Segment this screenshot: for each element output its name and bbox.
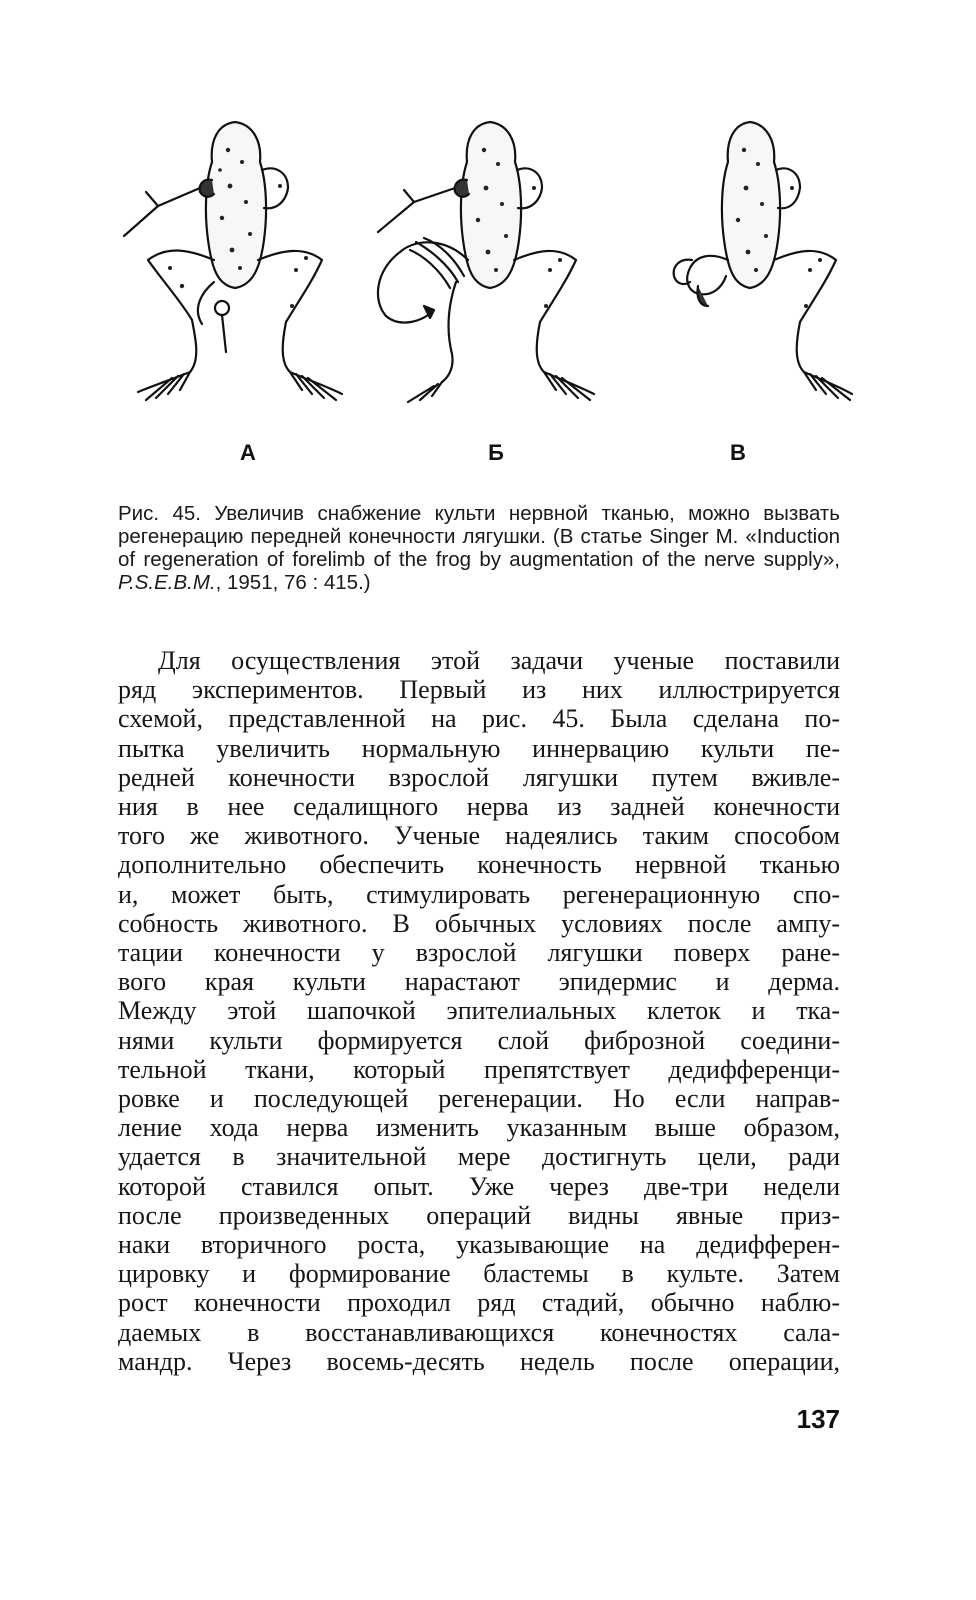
frog-illustration-c [640,110,860,430]
text-line: дополнительно обеспечить конечность нервной тканью [118,850,840,880]
text-line: Для осуществления этой задачи ученые поставили [158,646,840,675]
text-line: ряд экспериментов. Первый из них иллюстрируется [118,675,840,705]
text-line: удается в значительной мере достигнуть цели, ради [118,1142,840,1172]
text-line: рост конечности проходил ряд стадий, обычно наблю- [118,1288,840,1318]
text-line: схемой, представленной на рис. 45. Была сделана по- [118,704,840,734]
text-line: редней конечности взрослой лягушки путем вживле- [118,762,840,792]
text-line: после произведенных операций видны явные приз- [118,1200,840,1230]
panel-label-c: В [730,440,746,465]
text-line: цировку и формирование бластемы в культе. Затем [118,1259,840,1289]
text-line: Между этой шапочкой эпителиальных клеток и тка- [118,996,840,1026]
body-paragraph [118,646,840,1376]
text-line: и, может быть, стимулировать регенерационную спо- [118,879,840,909]
figure-45 [110,110,860,430]
text-line: ление хода нерва изменить указанным выше образом, [118,1113,840,1143]
panel-label-b: Б [488,440,504,465]
text-line: пытка увеличить нормальную иннервацию культи пе- [118,733,840,763]
text-line: тации конечности у взрослой лягушки поверх ране- [118,938,840,968]
text-line: тельной ткани, который препятствует дедифференци- [118,1054,840,1084]
text-line: собность животного. В обычных условиях после ампу- [118,908,840,938]
caption-citation-tail: , 1951, 76 : 415.) [215,571,371,594]
text-line: вого края культи нарастают эпидермис и дерма. [118,967,840,997]
text-line: мандр. Через восемь-десять недель после операции, [118,1346,840,1376]
page-number: 137 [796,1404,840,1434]
text-line: того же животного. Ученые надеялись таким способом [118,821,840,851]
frog-illustration-b [350,110,610,430]
figure-caption [118,502,840,594]
text-line: наки вторичного роста, указывающие на дедифферен- [118,1230,840,1260]
panel-label-a: А [240,440,256,465]
text-line: ния в нее седалищного нерва из задней конечности [118,792,840,822]
text-line: нями культи формируется слой фиброзной соедини- [118,1025,840,1055]
text-line: которой ставился опыт. Уже через две-три недели [118,1171,840,1201]
text-line: ровке и последующей регенерации. Но если направ- [118,1084,840,1114]
caption-text: Рис. 45. Увеличив снабжение культи нервной тканью, можно вызвать регенерацию передней конечности лягушки. (В статье Singer M. «Induction of regeneration of forelimb of the frog by augmentation of the nerve supply», [118,502,840,571]
frog-illustration-a [110,110,360,430]
text-line: даемых в восстанавливающихся конечностях сала- [118,1317,840,1347]
caption-journal: P.S.E.B.M. [118,571,216,594]
